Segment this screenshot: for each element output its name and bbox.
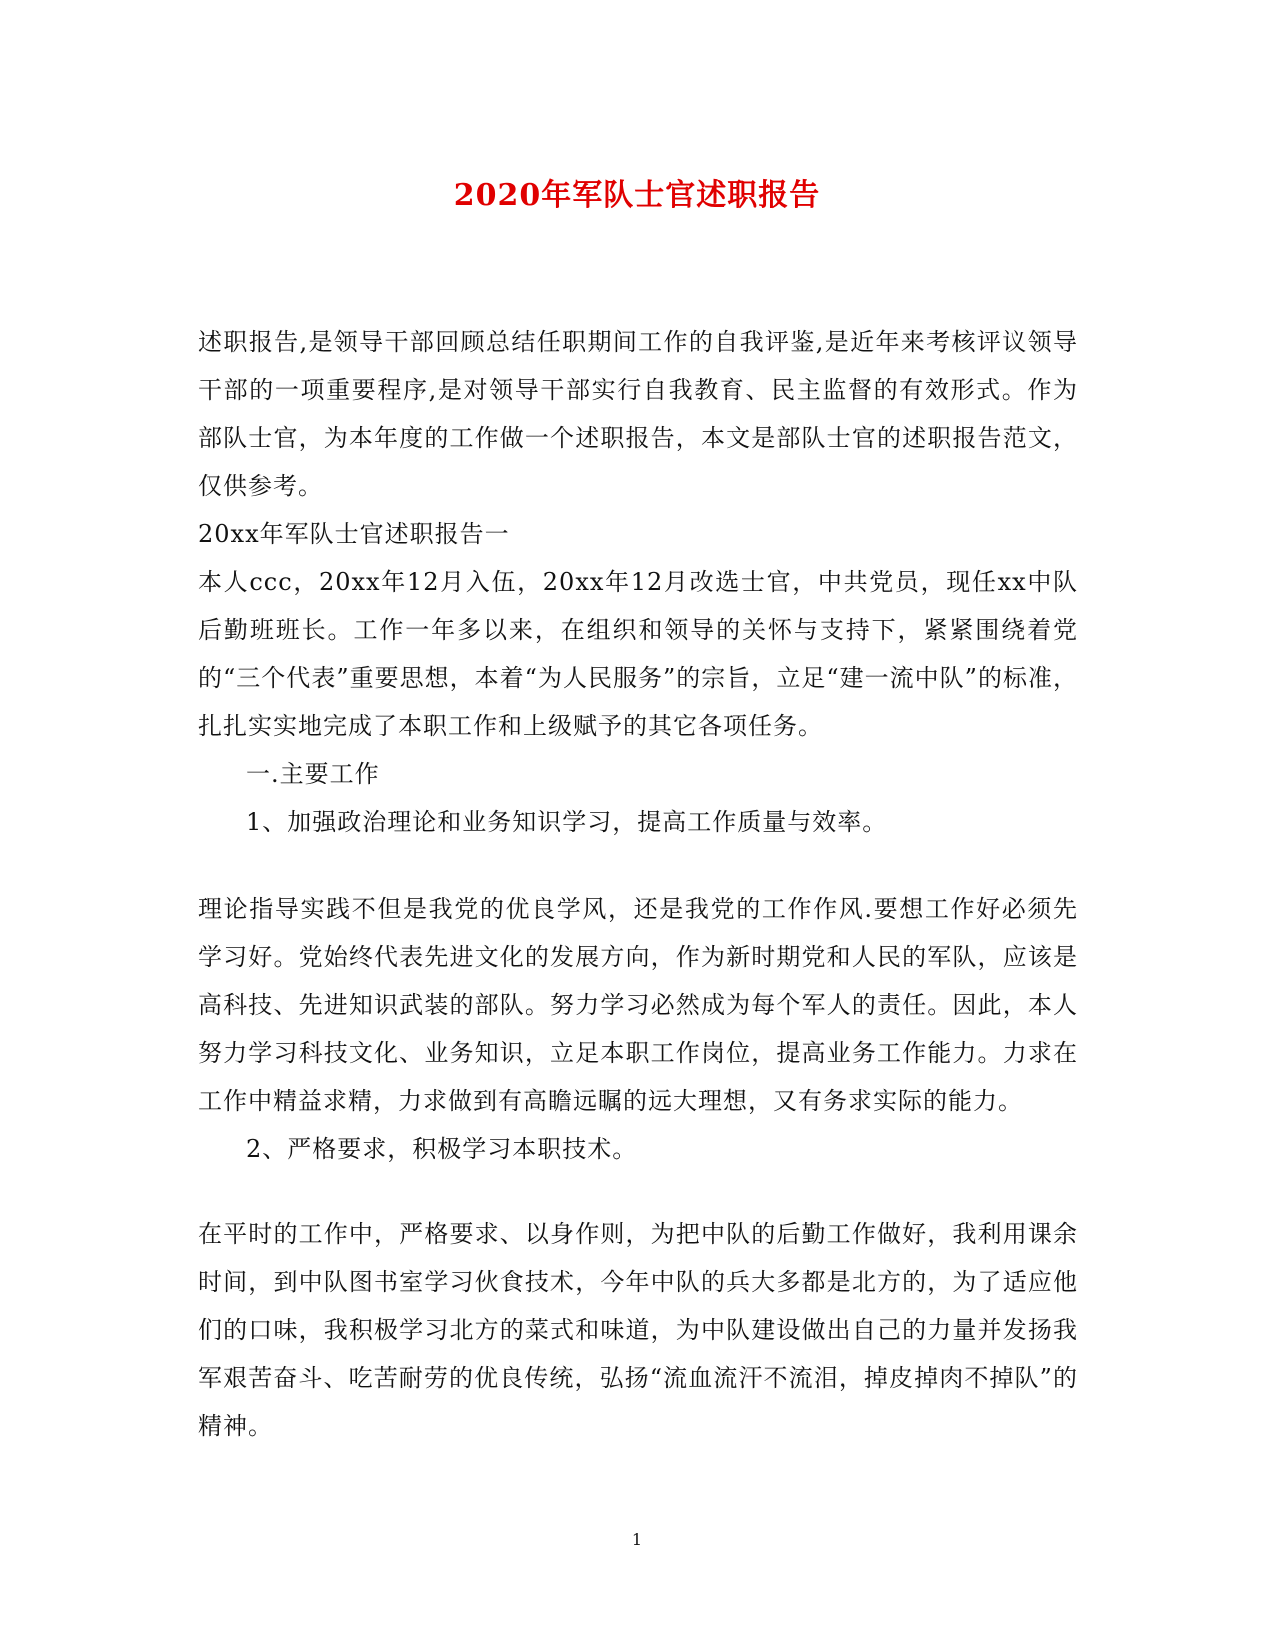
work-paragraph: 在平时的工作中，严格要求、以身作则，为把中队的后勤工作做好，我利用课余时间，到中队图书室学习伙食技术，今年中队的兵大多都是北方的，为了适应他们的口味，我积极学习北方的菜式和味道，为中队建设做出自己的力量并发扬我军艰苦奋斗、吃苦耐劳的优良传统，弘扬“流血流汗不流泪，掉皮掉肉不掉队”的精神。 [198,1220,1078,1440]
item-1-heading: 1、加强政治理论和业务知识学习，提高工作质量与效率。 [246,808,888,836]
self-intro-paragraph: 本人ccc，20xx年12月入伍，20xx年12月改选士官，中共党员，现任xx中队后勤班班长。工作一年多以来，在组织和领导的关怀与支持下，紧紧围绕着党的“三个代表”重要思想，本着“为人民服务”的宗旨，立足“建一流中队”的标准，扎扎实实地完成了本职工作和上级赋予的其它各项任务。 [198,568,1078,740]
intro-paragraph: 述职报告,是领导干部回顾总结任职期间工作的自我评鉴,是近年来考核评议领导干部的一项重要程序,是对领导干部实行自我教育、民主监督的有效形式。作为部队士官，为本年度的工作做一个述职报告，本文是部队士官的述职报告范文，仅供参考。 [198,328,1078,500]
item-2-heading: 2、严格要求，积极学习本职技术。 [246,1135,638,1163]
study-paragraph: 理论指导实践不但是我党的优良学风，还是我党的工作作风.要想工作好必须先学习好。党始终代表先进文化的发展方向，作为新时期党和人民的军队，应该是高科技、先进知识武装的部队。努力学习必然成为每个军人的责任。因此，本人努力学习科技文化、业务知识，立足本职工作岗位，提高业务工作能力。力求在工作中精益求精，力求做到有高瞻远瞩的远大理想，又有务求实际的能力。 [198,895,1078,1115]
document-title: 2020年军队士官述职报告 [453,178,821,213]
page-number: 1 [631,1530,643,1549]
section-heading: 20xx年军队士官述职报告一 [198,520,510,548]
main-work-heading: 一.主要工作 [246,760,380,788]
